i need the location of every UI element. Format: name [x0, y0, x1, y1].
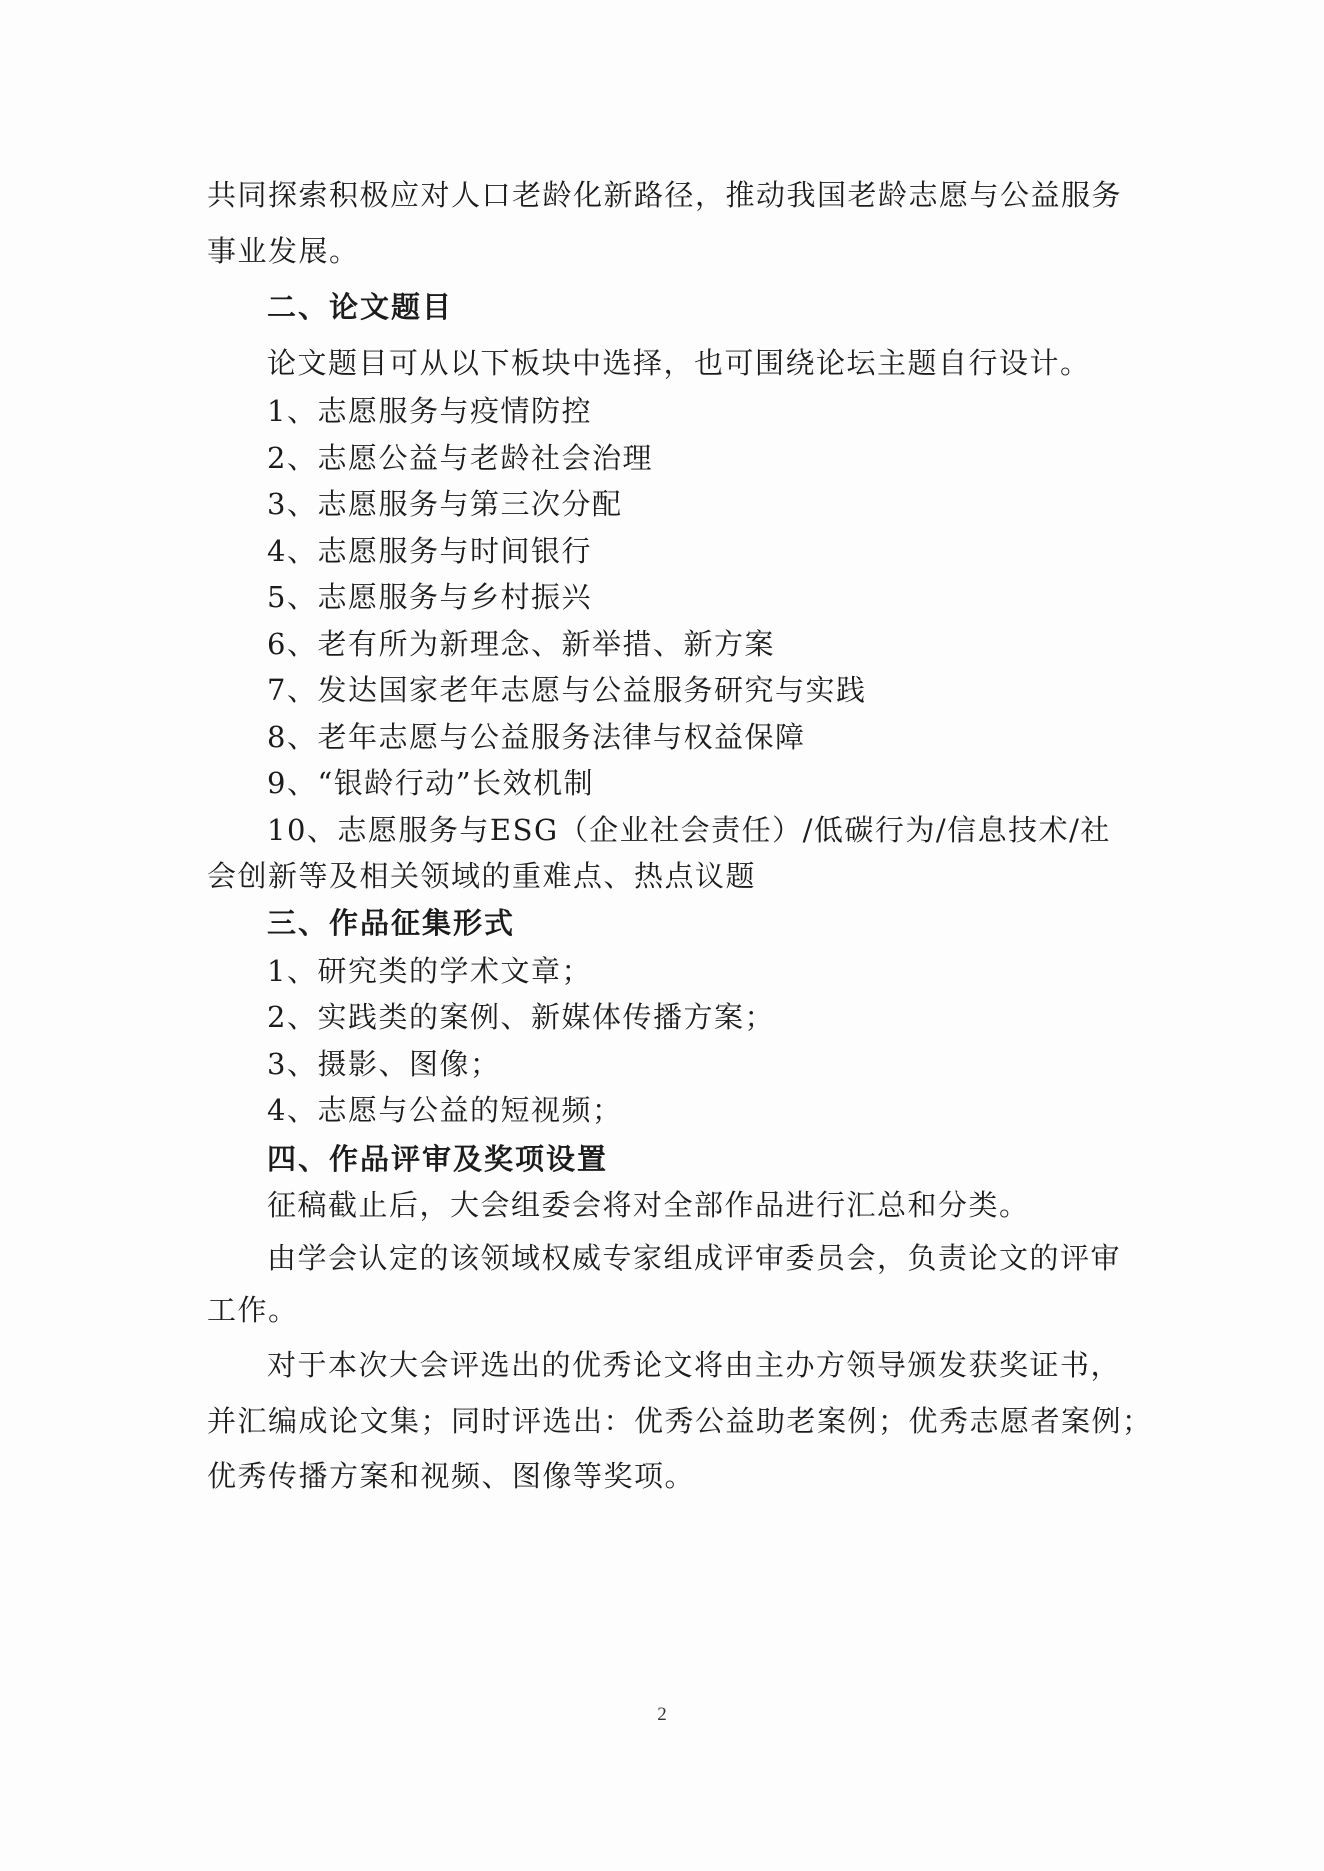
award-paragraph-continuation: 并汇编成论文集；同时评选出：优秀公益助老案例；优秀志愿者案例；: [207, 1404, 1153, 1438]
topic-item: 8、老年志愿与公益服务法律与权益保障: [267, 720, 806, 754]
form-item: 3、摄影、图像；: [267, 1047, 501, 1081]
topic-item: 4、志愿服务与时间银行: [267, 534, 592, 568]
body-text-line: 共同探索积极应对人口老龄化新路径，推动我国老龄志愿与公益服务: [207, 178, 1123, 212]
topic-item-continuation: 会创新等及相关领域的重难点、热点议题: [207, 859, 757, 893]
page-number: 2: [657, 1704, 667, 1725]
topic-item: 6、老有所为新理念、新举措、新方案: [267, 627, 775, 661]
topic-item: 5、志愿服务与乡村振兴: [267, 580, 592, 614]
award-paragraph-continuation: 优秀传播方案和视频、图像等奖项。: [207, 1459, 696, 1493]
topic-item: 1、志愿服务与疫情防控: [267, 394, 592, 428]
award-paragraph: 对于本次大会评选出的优秀论文将由主办方领导颁发获奖证书，: [267, 1348, 1122, 1382]
form-item: 1、研究类的学术文章；: [267, 954, 592, 988]
review-paragraph: 由学会认定的该领域权威专家组成评审委员会，负责论文的评审: [267, 1241, 1122, 1275]
review-paragraph: 征稿截止后，大会组委会将对全部作品进行汇总和分类。: [267, 1188, 1030, 1222]
topic-item: 3、志愿服务与第三次分配: [267, 487, 623, 521]
topic-item: 7、发达国家老年志愿与公益服务研究与实践: [267, 673, 867, 707]
topic-item: 2、志愿公益与老龄社会治理: [267, 441, 653, 475]
section-heading-4: 四、作品评审及奖项设置: [267, 1142, 609, 1176]
section-intro: 论文题目可从以下板块中选择，也可围绕论坛主题自行设计。: [267, 346, 1091, 380]
section-heading-3: 三、作品征集形式: [267, 906, 516, 940]
section-heading-2: 二、论文题目: [267, 290, 454, 324]
topic-item: 10、志愿服务与ESG（企业社会责任）/低碳行为/信息技术/社: [267, 813, 1111, 847]
topic-item: 9、“银龄行动”长效机制: [267, 766, 595, 800]
body-text-line: 事业发展。: [207, 234, 360, 268]
form-item: 2、实践类的案例、新媒体传播方案；: [267, 1000, 775, 1034]
form-item: 4、志愿与公益的短视频；: [267, 1093, 623, 1127]
review-paragraph-continuation: 工作。: [207, 1293, 299, 1327]
